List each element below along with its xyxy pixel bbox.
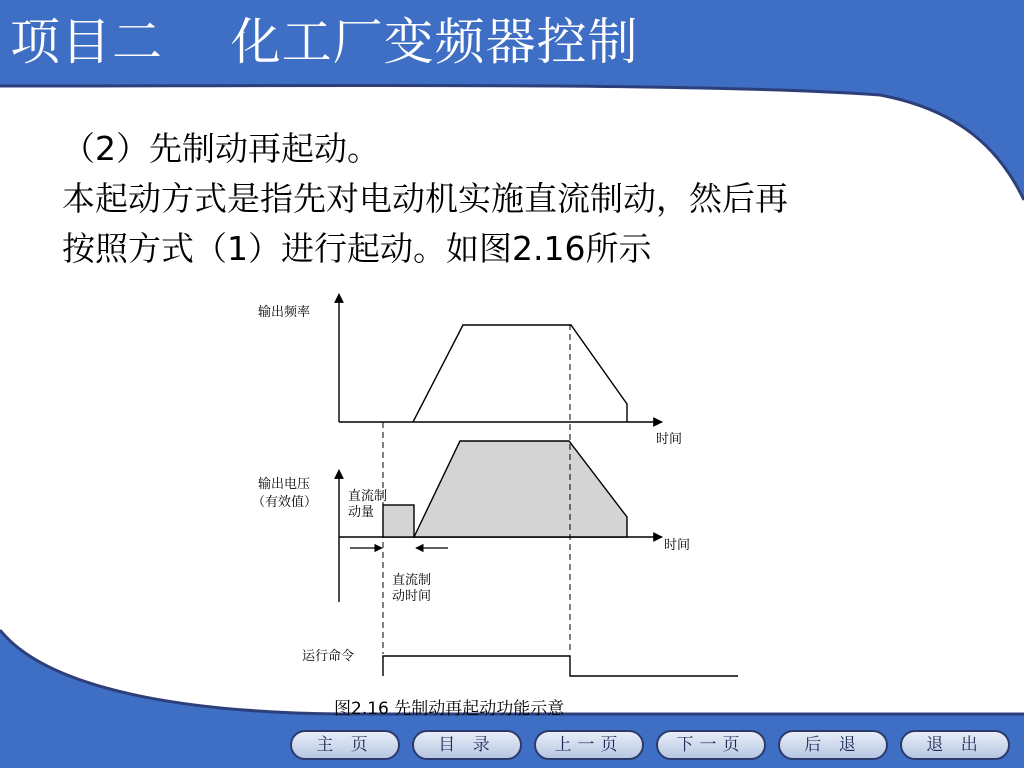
freq-time-label: 时间 bbox=[656, 432, 683, 447]
run-command-signal bbox=[383, 656, 738, 676]
navigation-bar bbox=[290, 730, 1010, 760]
body-line-3: 按照方式（1）进行起动。如图2.16所示 bbox=[62, 229, 652, 268]
body-line-1: （2）先制动再起动。 bbox=[62, 129, 380, 168]
previous-page-button[interactable]: 上一页 bbox=[534, 730, 644, 760]
figure-caption: 图2.16 先制动再起动功能示意 bbox=[334, 699, 565, 718]
freq-curve bbox=[413, 325, 627, 422]
exit-button[interactable]: 退 出 bbox=[900, 730, 1010, 760]
voltage-axis-sublabel: （有效值） bbox=[252, 495, 318, 510]
body-text bbox=[62, 124, 962, 274]
dc-brake-amount-line1: 直流制 bbox=[348, 489, 388, 504]
dc-brake-time-line2: 动时间 bbox=[392, 589, 432, 604]
voltage-trapezoid bbox=[414, 441, 627, 537]
timing-diagram bbox=[250, 288, 750, 718]
slide-title: 项目二 化工厂变频器控制 bbox=[10, 13, 639, 71]
dc-brake-amount-line2: 动量 bbox=[348, 505, 375, 520]
run-command-label: 运行命令 bbox=[302, 649, 355, 664]
voltage-time-label: 时间 bbox=[664, 538, 691, 553]
freq-axis-label: 输出频率 bbox=[258, 305, 311, 320]
contents-button[interactable]: 目 录 bbox=[412, 730, 522, 760]
voltage-axis-label: 输出电压 bbox=[258, 477, 311, 492]
next-page-button[interactable]: 下一页 bbox=[656, 730, 766, 760]
dc-brake-time-line1: 直流制 bbox=[392, 573, 432, 588]
back-button[interactable]: 后 退 bbox=[778, 730, 888, 760]
home-button[interactable]: 主 页 bbox=[290, 730, 400, 760]
body-line-2: 本起动方式是指先对电动机实施直流制动，然后再 bbox=[62, 179, 788, 218]
dc-brake-block bbox=[383, 505, 414, 537]
